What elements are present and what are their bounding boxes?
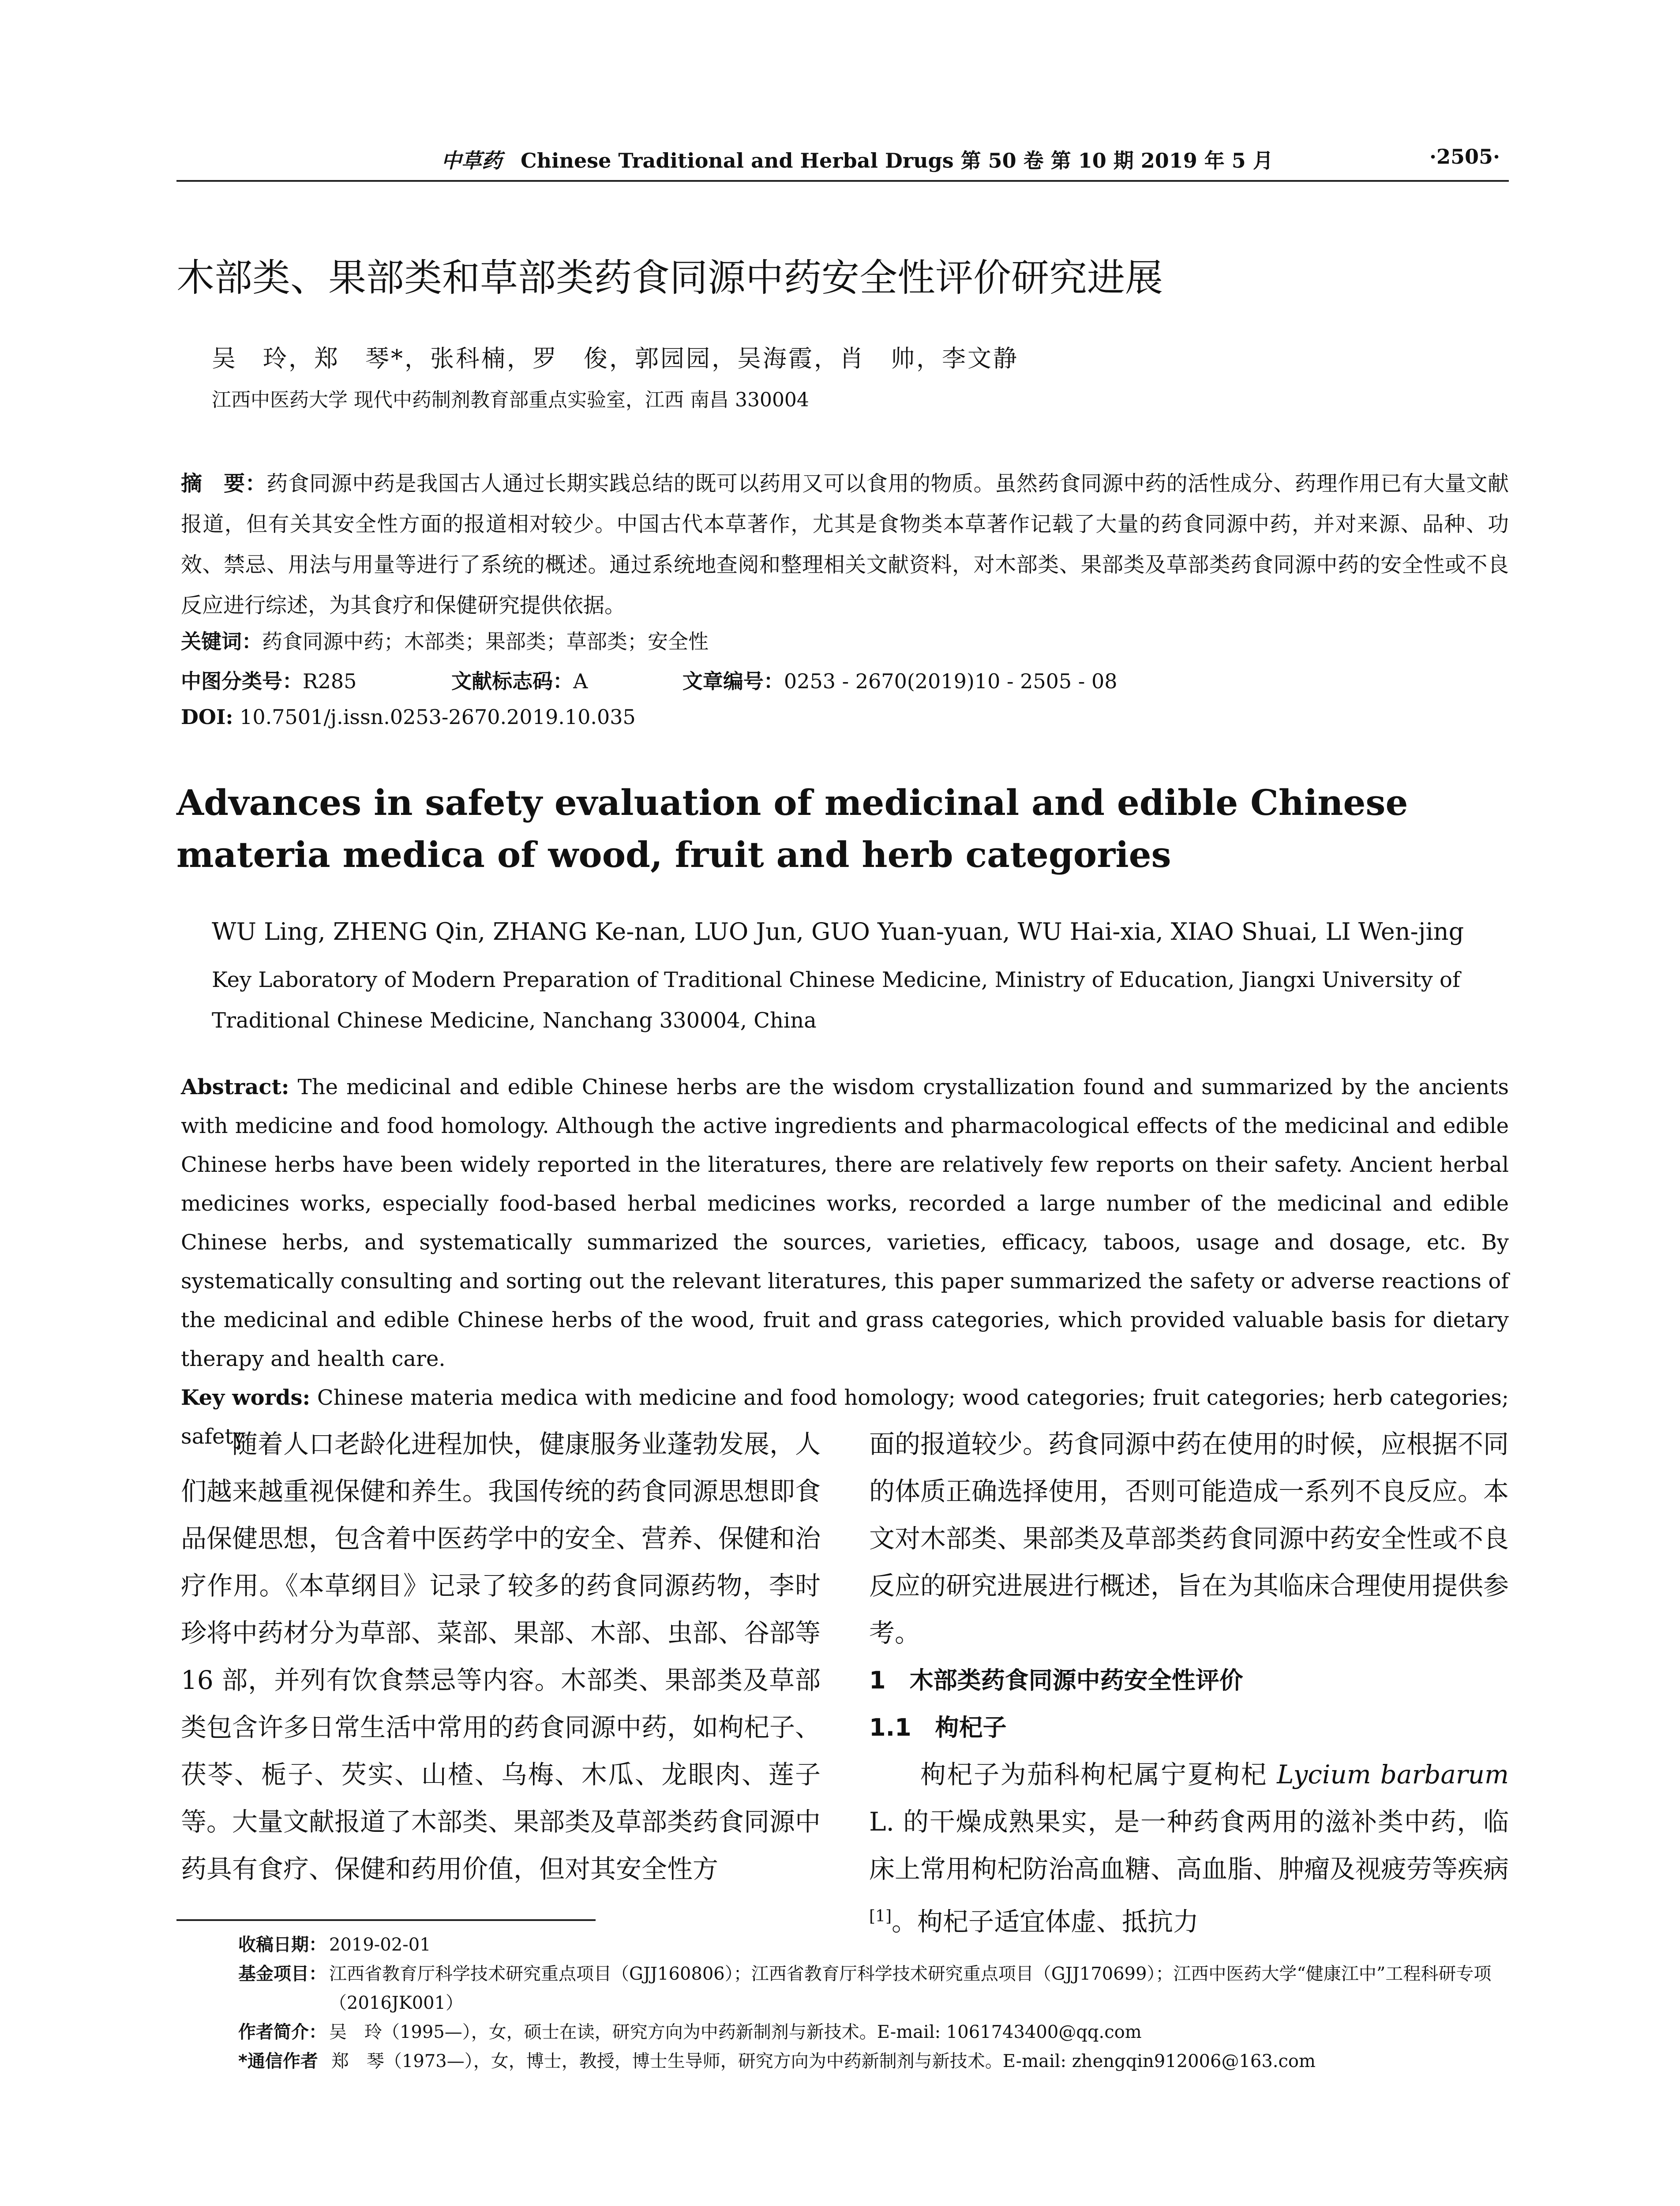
- keywords-cn-label: 关键词：: [181, 630, 262, 653]
- intro-paragraph-cont: 面的报道较少。药食同源中药在使用的时候，应根据不同的体质正确选择使用，否则可能造成一系列不良反应。本文对木部类、果部类及草部类药食同源中药安全性或不良反应的研究进展进行概述，旨在为其临床合理使用提供参考。: [869, 1429, 1509, 1648]
- section-heading-1: 1 木部类药食同源中药安全性评价: [869, 1666, 1243, 1694]
- title-en: Advances in safety evaluation of medicinal and edible Chinese materia medica of wood, fruit and herb categories: [176, 782, 1408, 875]
- latin-name: Lycium barbarum: [1277, 1760, 1509, 1790]
- footnote-fund: [238, 1959, 1518, 2018]
- intro-paragraph: 随着人口老龄化进程加快，健康服务业蓬勃发展，人们越来越重视保健和养生。我国传统的药食同源思想即食品保健思想，包含着中医药学中的安全、营养、保健和治疗作用。《本草纲目》记录了较多的药食同源药物，李时珍将中药材分为草部、菜部、果部、木部、虫部、谷部等 16 部，并列有饮食禁忌等内容。木部类、果部类及草部类包含许多日常生活中常用的药食同源中药，如枸杞子、茯苓、栀子、芡实、山楂、乌梅、木瓜、龙眼肉、莲子等。大量文献报道了木部类、果部类及草部类药食同源中药具有食疗、保健和药用价值，但对其安全性方: [181, 1429, 821, 1884]
- clc-label: 中图分类号：: [181, 669, 303, 693]
- page-number: ·2505·: [1429, 145, 1500, 169]
- abstract-cn-text: 药食同源中药是我国古人通过长期实践总结的既可以药用又可以食用的物质。虽然药食同源中药的活性成分、药理作用已有大量文献报道，但有关其安全性方面的报道相对较少。中国古代本草著作，尤其是食物类本草著作记载了大量的药食同源中药，并对来源、品种、功效、禁忌、用法与用量等进行了系统的概述。通过系统地查阅和整理相关文献资料，对木部类、果部类及草部类药食同源中药的安全性或不良反应进行综述，为其食疗和保健研究提供依据。: [181, 471, 1509, 618]
- abstract-cn-label: 摘 要：: [181, 471, 267, 496]
- goji-paragraph: [869, 1751, 1509, 1945]
- journal-issue-info: Chinese Traditional and Herbal Drugs 第 50 卷 第 10 期 2019 年 5 月: [521, 149, 1273, 173]
- journal-name-cn: 中草药: [441, 149, 502, 173]
- body-column-right: [869, 1421, 1509, 1945]
- fund-value: 江西省教育厅科学技术研究重点项目（GJJ160806）；江西省教育厅科学技术研究重点项目（GJJ170699）；江西中医药大学“健康江中”工程科研专项（2016JK001）: [329, 1964, 1492, 2013]
- abstract-en-text: The medicinal and edible Chinese herbs are the wisdom crystallization found and summarized by the ancients with medicine and food homology. Although the active ingredients and pharmacological effects of the medicinal and edible Chinese herbs have been widely reported in the literatures, there are relatively few reports on their safety. Ancient herbal medicines works, especially food-based herbal medicines works, recorded a large number of the medicinal and edible Chinese herbs, and systematically summarized the sources, varieties, efficacy, taboos, usage and dosage, etc. By systematically consulting and sorting out the relevant literatures, this paper summarized the safety or adverse reactions of the medicinal and edible Chinese herbs of the wood, fruit and grass categories, which provided valuable basis for dietary therapy and health care.: [181, 1075, 1509, 1371]
- author-value: 吴 玲（1995—），女，硕士在读，研究方向为中药新制剂与新技术。E-mail: 1061743400@qq.com: [329, 2022, 1142, 2042]
- keywords-cn-text: 药食同源中药；木部类；果部类；草部类；安全性: [262, 630, 709, 653]
- footnotes: [238, 1930, 1518, 2076]
- abstract-en: [181, 1068, 1509, 1456]
- footnote-corresponding: [238, 2047, 1518, 2076]
- running-header: [176, 140, 1509, 182]
- clc-value: R285: [303, 669, 357, 693]
- doc-code-label: 文献标志码：: [451, 669, 574, 693]
- corr-value: 郑 琴（1973—），女，博士，教授，博士生导师，研究方向为中药新制剂与新技术。E-mail: zhengqin912006@163.com: [331, 2051, 1316, 2071]
- footnote-divider: [176, 1919, 596, 1921]
- fund-label: 基金项目：: [238, 1964, 326, 1984]
- corr-label: *通信作者: [238, 2051, 318, 2071]
- section-heading-1-1: 1.1 枸杞子: [869, 1714, 1007, 1741]
- classification-line: [181, 665, 1118, 694]
- authors-en: WU Ling, ZHENG Qin, ZHANG Ke-nan, LUO Jun, GUO Yuan-yuan, WU Hai-xia, XIAO Shuai, LI Wen-jing: [212, 918, 1464, 945]
- affiliation-cn: 江西中医药大学 现代中药制剂教育部重点实验室，江西 南昌 330004: [212, 389, 809, 411]
- body-column-left: [181, 1421, 821, 1893]
- authors-cn: 吴 玲，郑 琴*，张科楠，罗 俊，郭园园，吴海霞，肖 帅，李文静: [212, 345, 1019, 372]
- goji-text-c: 。枸杞子适宜体虚、抵抗力: [892, 1906, 1199, 1937]
- keywords-en-text: Chinese materia medica with medicine and food homology; wood categories; fruit categories; herb categories; safety: [181, 1385, 1509, 1449]
- author-label: 作者简介：: [238, 2022, 326, 2042]
- abstract-en-label: Abstract:: [181, 1075, 289, 1099]
- doi-label: DOI:: [181, 705, 233, 729]
- keywords-en-label: Key words:: [181, 1385, 311, 1410]
- goji-text-b: L. 的干燥成熟果实，是一种药食两用的滋补类中药，临床上常用枸杞防治高血糖、高血脂、肿瘤及视疲劳等疾病: [869, 1807, 1509, 1884]
- goji-text-a: 枸杞子为茄科枸杞属宁夏枸杞: [920, 1760, 1277, 1790]
- footnote-author: [238, 2018, 1518, 2047]
- received-label: 收稿日期：: [238, 1935, 326, 1955]
- article-no-label: 文章编号：: [682, 669, 784, 693]
- doc-code-value: A: [573, 669, 588, 693]
- title-cn: 木部类、果部类和草部类药食同源中药安全性评价研究进展: [176, 256, 1163, 300]
- doi-value[interactable]: 10.7501/j.issn.0253-2670.2019.10.035: [233, 705, 636, 729]
- abstract-cn: [181, 463, 1509, 626]
- footnote-received: [238, 1930, 1518, 1959]
- citation-ref[interactable]: [1]: [869, 1907, 892, 1925]
- doi-line: [181, 705, 636, 729]
- received-value: 2019-02-01: [329, 1935, 431, 1955]
- keywords-cn: [181, 626, 709, 655]
- article-no-value: 0253 - 2670(2019)10 - 2505 - 08: [784, 669, 1118, 693]
- affiliation-en: Key Laboratory of Modern Preparation of Traditional Chinese Medicine, Ministry of Education, Jiangxi University of Traditional Chinese Medicine, Nanchang 330004, China: [212, 968, 1460, 1033]
